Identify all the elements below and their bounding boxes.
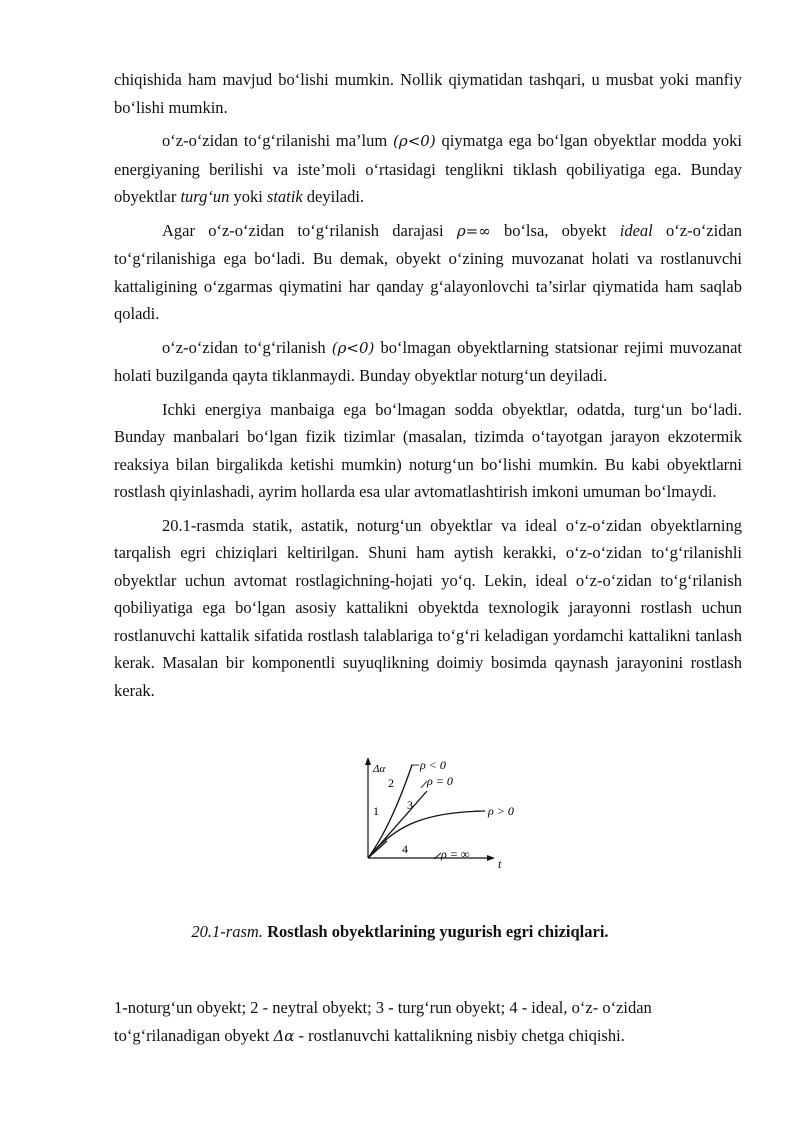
y-axis-arrow-icon <box>365 757 371 765</box>
paragraph-4-text-a: o‘z-o‘zidan to‘g‘rilanish <box>162 337 326 357</box>
curve-number-2: 2 <box>388 776 394 790</box>
x-axis-label: t <box>498 857 502 871</box>
paragraph-3-text-a: Agar o‘z-o‘zidan to‘g‘rilanish darajasi <box>162 220 444 240</box>
label-rho-gt-0: ρ > 0 <box>488 804 514 818</box>
paragraph-5: Ichki energiya manbaiga ega bo‘lmagan sodda obyektlar, odatda, turg‘un bo‘ladi. Bunday manbalari bo‘lgan fizik tizimlar (masalan, tizimda o‘tayotgan jarayon ekzotermik reaksiya bilan birgalikda ketishi mumkin) noturg‘un bo‘lishi mumkin. Bu kabi obyektlarni rostlash qiyinlashadi, ayrim hollarda esa ular avtomatlashtirish imkoni umuman bo‘lmaydi. <box>114 399 742 501</box>
curve-number-3: 3 <box>407 798 413 812</box>
paragraph-2-text-b: qiymatga ega bo‘lgan obyektlar modda yoki energiyaning berilishi va iste’moli o‘rtasidagi tenglikni tiklash qobiliyatiga ega. Bunday obyektlar <box>114 131 742 206</box>
label-rho-inf: ρ = ∞ <box>441 847 470 861</box>
curve-number-1: 1 <box>373 804 379 818</box>
y-axis-label: Δα <box>373 763 386 775</box>
paragraph-3-text-c: o‘z-o‘zidan to‘g‘rilanishiga ega bo‘ladi. Bu demak, obyekt o‘zining muvozanat holati va rostlanuvchi kattaligining o‘zgarmas qiymatini har qanday g‘alayonlovchi ta’sirlar qiymatida ham saqlab qoladi. <box>114 220 743 323</box>
curve-number-4: 4 <box>402 842 408 856</box>
paragraph-3 <box>114 217 742 328</box>
term-ideal: ideal <box>619 220 653 240</box>
paragraph-2-text-a: o‘z-o‘zidan to‘g‘rilanishi ma’lum <box>162 131 388 150</box>
paragraph-2-text-mid: yoki <box>233 187 263 206</box>
legend-symbol: Δα <box>273 1026 295 1045</box>
paragraph-2-text-end: deyiladi. <box>306 187 365 206</box>
paragraph-1: chiqishida ham mavjud bo‘lishi mumkin. Nollik qiymatidan tashqari, u musbat yoki manfiy bo‘lishi mumkin. <box>114 70 742 117</box>
paragraph-6: 20.1-rasmda statik, astatik, noturg‘un obyektlar va ideal o‘z-o‘zidan obyektlarning tarqalish egri chiziqlari keltirilgan. Shuni ham aytish kerakki, o‘z-o‘zidan to‘g‘rilanishli obyektlar uchun avtomat rostlagichning-hojati yo‘q. Lekin, ideal o‘z-o‘zidan to‘g‘rilanish qobiliyatiga ega bo‘lgan asosiy kattalikni obyektda texnologik jarayonni rostlash uchun rostlanuvchi kattalik sifatida rostlash talablariga to‘g‘ri keladigan yordamchi kattalikni tanlash kerak. Masalan bir komponentli suyuqlikning doimiy bosimda qaynash jarayonini rostlash kerak. <box>114 515 742 700</box>
legend-text-b: - rostlanuvchi kattalikning nisbiy chetga chiqishi. <box>298 1025 625 1045</box>
figure-caption <box>0 922 800 942</box>
paragraph-3-text-b: bo‘lsa, obyekt <box>503 220 607 240</box>
paragraph-4 <box>114 334 742 390</box>
caption-title: Rostlash obyektlarining yugurish egri chiziqlari. <box>267 922 609 941</box>
paragraph-2 <box>114 127 742 211</box>
label-rho-lt-0: ρ < 0 <box>420 758 446 772</box>
x-axis-arrow-icon <box>487 855 495 861</box>
page-body <box>114 66 742 704</box>
term-statik: statik <box>266 187 303 206</box>
caption-lead: 20.1-rasm. <box>191 922 263 941</box>
rho-negative-formula-2: (ρ<0) <box>331 338 375 357</box>
rho-negative-formula: (ρ<0) <box>393 132 436 150</box>
figure-legend <box>114 994 742 1050</box>
legend-text-a: 1-noturg‘un obyekt; 2 - neytral obyekt; 3 - turg‘run obyekt; 4 - ideal, o‘z- o‘zidan to‘g‘rilanadigan obyekt <box>114 998 652 1045</box>
paragraph-4-text-b: bo‘lmagan obyektlarning statsionar rejimi muvozanat holati buzilganda qayta tiklanmaydi. Bunday obyektlar noturg‘un deyiladi. <box>114 337 743 385</box>
rho-infinity-formula: ρ=∞ <box>456 221 491 240</box>
response-curves-figure <box>355 755 545 875</box>
term-turgun: turg‘un <box>180 187 230 206</box>
label-rho-eq-0: ρ = 0 <box>427 774 453 788</box>
